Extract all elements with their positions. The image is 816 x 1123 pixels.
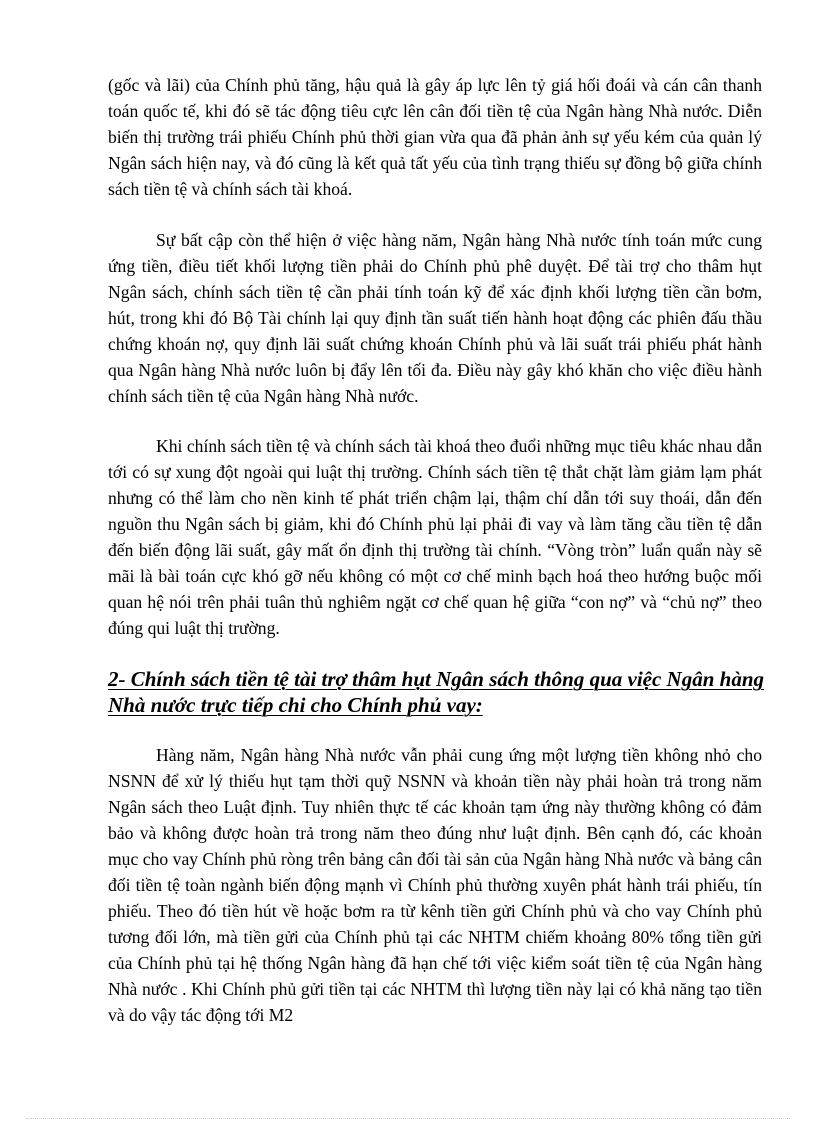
page-bottom-divider [26,1118,790,1119]
body-paragraph-2: Sự bất cập còn thể hiện ở việc hàng năm, Ngân hàng Nhà nước tính toán mức cung ứng tiền, điều tiết khối lượng tiền phải do Chính phủ phê duyệt. Để tài trợ cho thâm hụt Ngân sách, chính sách tiền tệ cần phải tính toán kỹ để xác định khối lượng tiền cần bơm, hút, trong khi đó Bộ Tài chính lại quy định tần suất tiến hành hoạt động các phiên đấu thầu chứng khoán nợ, quy định lãi suất chứng khoán Chính phủ và lãi suất trái phiếu phát hành qua Ngân hàng Nhà nước luôn bị đẩy lên tối đa. Điều này gây khó khăn cho việc điều hành chính sách tiền tệ của Ngân hàng Nhà nước. [108,230,762,406]
body-paragraph-3: Khi chính sách tiền tệ và chính sách tài khoá theo đuổi những mục tiêu khác nhau dẫn tới có sự xung đột ngoài qui luật thị trường. Chính sách tiền tệ thắt chặt làm giảm lạm phát nhưng có thể làm cho nền kinh tế phát triển chậm lại, thậm chí dẫn tới suy thoái, dẫn đến nguồn thu Ngân sách bị giảm, khi đó Chính phủ lại phải đi vay và làm tăng cầu tiền tệ dẫn đến biến động lãi suất, gây mất ổn định thị trường tài chính. “Vòng tròn” luẩn quẩn này sẽ mãi là bài toán cực khó gỡ nếu không có một cơ chế minh bạch hoá theo hướng buộc mối quan hệ nói trên phải tuân thủ nghiêm ngặt cơ chế quan hệ giữa “con nợ” và “chủ nợ” theo đúng qui luật thị trường. [108,436,762,638]
body-paragraph-1: (gốc và lãi) của Chính phủ tăng, hậu quả là gây áp lực lên tỷ giá hối đoái và cán cân thanh toán quốc tế, khi đó sẽ tác động tiêu cực lên cân đối tiền tệ của Ngân hàng Nhà nước. Diễn biến thị trường trái phiếu Chính phủ thời gian vừa qua đã phản ảnh sự yếu kém của quản lý Ngân sách hiện nay, và đó cũng là kết quả tất yếu của tình trạng thiếu sự đồng bộ giữa chính sách tiền tệ và chính sách tài khoá. [108,75,762,199]
body-paragraph-4: Hàng năm, Ngân hàng Nhà nước vẫn phải cung ứng một lượng tiền không nhỏ cho NSNN để xử lý thiếu hụt tạm thời quỹ NSNN và khoản tiền này phải hoàn trả trong năm Ngân sách theo Luật định. Tuy nhiên thực tế các khoản tạm ứng này thường không có đảm bảo và không được hoàn trả trong năm theo đúng như luật định. Bên cạnh đó, các khoản mục cho vay Chính phủ ròng trên bảng cân đối tài sản của Ngân hàng Nhà nước và bảng cân đối tiền tệ toàn ngành biến động mạnh vì Chính phủ thường xuyên phát hành trái phiếu, tín phiếu. Theo đó tiền hút về hoặc bơm ra từ kênh tiền gửi Chính phủ và cho vay Chính phủ tương đối lớn, mà tiền gửi của Chính phủ tại các NHTM chiếm khoảng 80% tổng tiền gửi của Chính phủ tại hệ thống Ngân hàng đã hạn chế tới việc kiểm soát tiền tệ của Ngân hàng Nhà nước . Khi Chính phủ gửi tiền tại các NHTM thì lượng tiền này lại có khả năng tạo tiền và do vậy tác động tới M2 [108,745,762,1025]
section-heading: 2- Chính sách tiền tệ tài trợ thâm hụt Ngân sách thông qua việc Ngân hàng Nhà nước trực tiếp chi cho Chính phủ vay: [108,667,764,717]
document-body [108,72,762,1028]
